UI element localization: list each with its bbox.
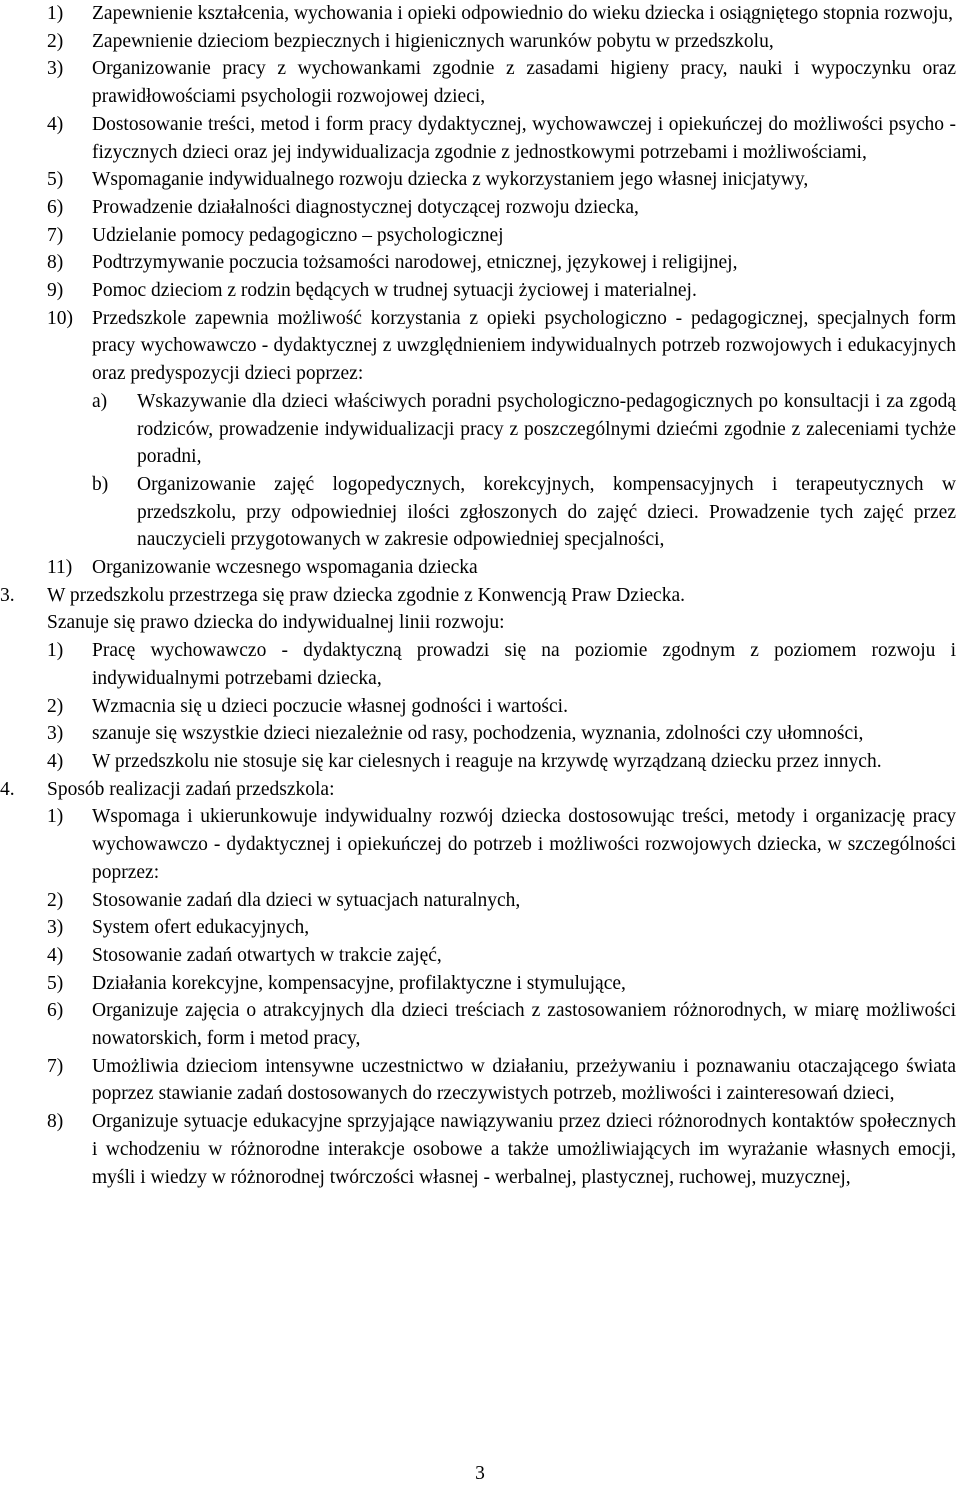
item-text: Organizowanie pracy z wychowankami zgodnie z zasadami higieny pracy, nauki i wypoczynku oraz prawidłowościami psychologii rozwojowej dzieci, — [92, 58, 956, 108]
list-item — [47, 166, 956, 194]
item-number: 10) — [47, 307, 73, 329]
section-text: W przedszkolu przestrzega się praw dziecka zgodnie z Konwencją Praw Dziecka. — [47, 584, 685, 606]
item-text: Podtrzymywanie poczucia tożsamości narodowej, etnicznej, językowej i religijnej, — [92, 252, 738, 274]
list-item — [47, 305, 956, 388]
sub-item-letter: a) — [92, 390, 108, 412]
item-text: Zapewnienie dzieciom bezpiecznych i higienicznych warunków pobytu w przedszkolu, — [92, 30, 774, 52]
sub-item-text: Wskazywanie dla dzieci właściwych poradni psychologiczno-pedagogicznych po konsultacji i za zgodą rodziców, prowadzenie indywidualizacji pracy z poszczególnymi dziećmi zgodnie z zaleceniami tychże poradni, — [137, 390, 956, 468]
item-number: 6) — [47, 1000, 64, 1022]
sub-list-item — [92, 388, 956, 471]
list-item — [47, 249, 956, 277]
list-item — [47, 1053, 956, 1108]
list-item — [47, 748, 956, 776]
section-number: 3. — [0, 584, 15, 606]
item-number: 5) — [47, 972, 64, 994]
list-item — [47, 693, 956, 721]
item-text: Pracę wychowawczo - dydaktyczną prowadzi się na poziomie zgodnym z poziomem rozwoju i indywidualnymi potrzebami dziecka, — [92, 640, 956, 689]
item-number: 7) — [47, 1055, 64, 1077]
item-number: 6) — [47, 196, 64, 218]
item-number: 1) — [47, 3, 64, 24]
section-continuation: Szanuje się prawo dziecka do indywidualnej linii rozwoju: — [47, 612, 505, 634]
section-number: 4. — [0, 778, 15, 800]
item-text: W przedszkolu nie stosuje się kar cielesnych i reaguje na krzywdę wyrządzaną dziecku przez innych. — [92, 750, 882, 772]
item-number: 2) — [47, 30, 64, 52]
sub-list-item — [92, 471, 956, 554]
item-number: 3) — [47, 58, 64, 80]
list-item — [47, 997, 956, 1052]
item-text: Udzielanie pomocy pedagogiczno – psychologicznej — [92, 224, 504, 246]
list-item — [47, 637, 956, 692]
item-text: Organizuje sytuacje edukacyjne sprzyjające nawiązywaniu przez dzieci różnorodnych kontaktów społecznych i wchodzeniu w różnorodne interakcje osobowe a także umożliwiających im wyrażanie własnych emocji, myśli i wiedzy w różnorodnej twórczości własnej - werbalnej, plastycznej, ruchowej, muzycznej, — [92, 1111, 956, 1188]
list-item — [47, 1108, 956, 1191]
item-text: Stosowanie zadań dla dzieci w sytuacjach naturalnych, — [92, 889, 521, 911]
list-item — [47, 720, 956, 748]
item-number: 1) — [47, 806, 64, 828]
item-text: Dostosowanie treści, metod i form pracy dydaktycznej, wychowawczej i opiekuńczej do możliwości psycho - fizycznych dzieci oraz jej indywidualizacja zgodnie z jednostkowymi potrzebami i możliwościami, — [92, 113, 956, 163]
item-number: 5) — [47, 169, 64, 191]
list-item — [47, 194, 956, 222]
list-item — [47, 111, 956, 166]
item-text: Wspomaga i ukierunkowuje indywidualny rozwój dziecka dostosowując treści, metody i organizację pracy wychowawczo - dydaktycznej i opiekuńczej do potrzeb i możliwości rozwojowych dziecka, w szczególności poprzez: — [92, 806, 956, 883]
item-number: 3) — [47, 917, 64, 939]
item-number: 11) — [47, 557, 73, 579]
item-text: Wspomaganie indywidualnego rozwoju dziecka z wykorzystaniem jego własnej inicjatywy, — [92, 169, 809, 191]
item-number: 9) — [47, 280, 64, 302]
list-item — [47, 803, 956, 886]
item-text: Umożliwia dzieciom intensywne uczestnictwo w działaniu, przeżywaniu i poznawaniu otaczającego świata poprzez stawianie zadań dostosowanych do rzeczywistych potrzeb, możliwości i zainteresowań dzieci, — [92, 1055, 956, 1105]
item-text: Organizowanie wczesnego wspomagania dziecka — [92, 557, 478, 579]
sub-item-text: Organizowanie zajęć logopedycznych, korekcyjnych, kompensacyjnych i terapeutycznych w przedszkolu, przy odpowiedniej ilości zgłoszonych do zajęć dzieci. Prowadzenie tych zajęć przez nauczycieli przygotowanych w zakresie odpowiedniej specjalności, — [137, 473, 956, 551]
item-text: Stosowanie zadań otwartych w trakcie zajęć, — [92, 944, 442, 966]
sub-item-letter: b) — [92, 473, 109, 495]
item-number: 7) — [47, 224, 64, 246]
item-text: System ofert edukacyjnych, — [92, 917, 310, 939]
list-item — [47, 277, 956, 305]
item-number: 8) — [47, 252, 64, 274]
item-number: 8) — [47, 1111, 64, 1133]
item-text: szanuje się wszystkie dzieci niezależnie od rasy, pochodzenia, wyznania, zdolności czy ułomności, — [92, 723, 864, 745]
item-text: Pomoc dzieciom z rodzin będących w trudnej sytuacji życiowej i materialnej. — [92, 280, 697, 302]
list-item — [47, 554, 956, 582]
list-item — [47, 222, 956, 250]
item-text: Przedszkole zapewnia możliwość korzystania z opieki psychologiczno - pedagogicznej, specjalnych form pracy wychowawczo - dydaktycznej z uwzględnieniem indywidualnych potrzeb rozwojowych i edukacyjnych oraz predyspozycji dzieci poprzez: — [92, 307, 956, 385]
item-number: 2) — [47, 889, 64, 911]
list-item — [47, 914, 956, 942]
section-heading — [0, 776, 956, 804]
item-number: 3) — [47, 723, 64, 745]
list-item — [47, 887, 956, 915]
item-text: Działania korekcyjne, kompensacyjne, profilaktyczne i stymulujące, — [92, 972, 626, 994]
item-number: 4) — [47, 944, 64, 966]
item-number: 4) — [47, 750, 64, 772]
item-number: 2) — [47, 695, 64, 717]
section-text: Sposób realizacji zadań przedszkola: — [47, 778, 335, 800]
list-item — [47, 942, 956, 970]
item-text: Prowadzenie działalności diagnostycznej dotyczącej rozwoju dziecka, — [92, 196, 639, 218]
item-number: 1) — [47, 640, 64, 662]
item-text: Wzmacnia się u dzieci poczucie własnej godności i wartości. — [92, 695, 568, 717]
item-text: Organizuje zajęcia o atrakcyjnych dla dzieci treściach z zastosowaniem różnorodnych, w miarę możliwości nowatorskich, form i metod pracy, — [92, 1000, 956, 1050]
section-heading — [0, 582, 956, 610]
item-number: 4) — [47, 113, 64, 135]
list-item — [47, 28, 956, 56]
page-number: 3 — [475, 1463, 485, 1484]
list-item — [47, 970, 956, 998]
item-text: Zapewnienie kształcenia, wychowania i opieki odpowiednio do wieku dziecka i osiągniętego stopnia rozwoju, — [92, 3, 953, 24]
list-item — [47, 55, 956, 110]
list-item — [47, 0, 956, 28]
